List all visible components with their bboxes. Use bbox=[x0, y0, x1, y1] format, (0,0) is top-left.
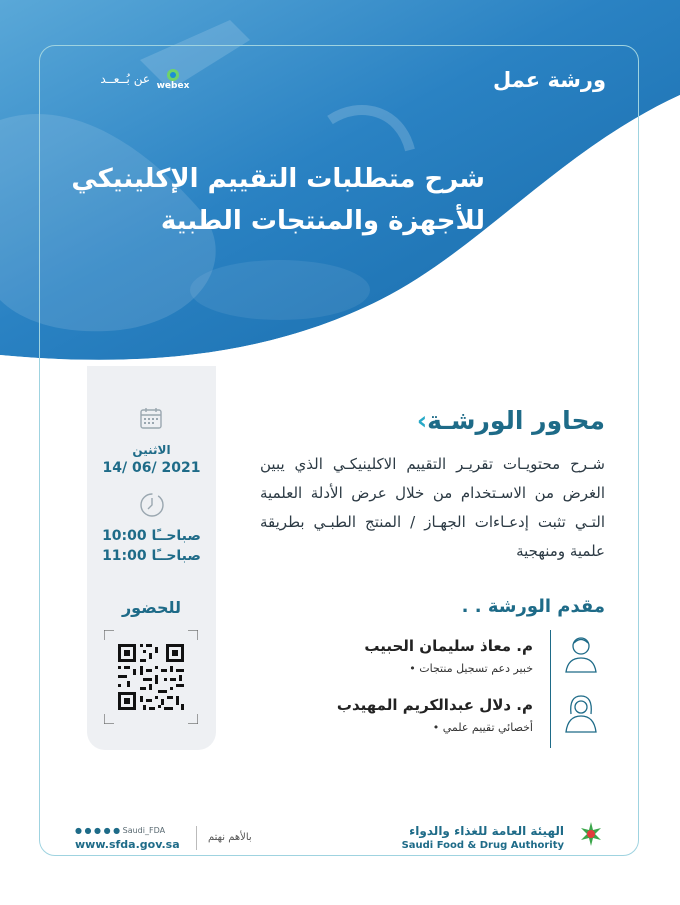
webex-logo bbox=[156, 68, 190, 91]
social-icons: ● ● ● ● ● bbox=[75, 826, 123, 835]
female-user-icon bbox=[564, 692, 598, 734]
chevron-left-icon: › bbox=[416, 406, 428, 435]
workshop-tag: ورشة عمل bbox=[492, 68, 606, 92]
website-link[interactable]: www.sfda.gov.sa bbox=[75, 838, 180, 851]
topics-heading bbox=[407, 406, 605, 435]
webex-brand bbox=[70, 66, 190, 92]
calendar-icon bbox=[139, 406, 163, 430]
presenter-role: أخصائي تقييم علمي • bbox=[432, 721, 533, 734]
date-label: 14/ 06/ 2021 bbox=[102, 460, 201, 476]
schedule-panel bbox=[87, 366, 216, 750]
footer-divider bbox=[196, 826, 197, 850]
presenter-role-text: أخصائي تقييم علمي bbox=[442, 721, 533, 734]
clock-icon bbox=[139, 492, 165, 518]
attend-label: للحضور bbox=[121, 598, 182, 617]
webex-word: webex bbox=[156, 81, 190, 91]
remote-label: عن بُــعــد bbox=[100, 72, 150, 86]
start-time: 10:00 صباحــًا bbox=[102, 528, 201, 544]
topics-heading-text: محاور الورشـة bbox=[427, 406, 605, 435]
presenter-name: م. دلال عبدالكريم المهيدب bbox=[336, 696, 533, 714]
workshop-title bbox=[65, 158, 485, 242]
presenter-name: م. معاذ سليمان الحبيب bbox=[364, 637, 533, 655]
presenters-title: مقدم الورشة . . bbox=[461, 596, 605, 617]
title-line-1: شرح متطلبات التقييم الإكلينيكي bbox=[71, 164, 485, 194]
end-time: 11:00 صباحــًا bbox=[102, 548, 201, 564]
social-links bbox=[75, 826, 180, 835]
sfda-logo-icon bbox=[577, 820, 605, 848]
org-name-en: Saudi Food & Drug Authority bbox=[401, 840, 564, 851]
topics-description: شـرح محتويـات تقريـر التقييم الاكلينيكـي الذي يبين الغرض من الاسـتخدام من خلال عرض الأدلة العلمية التـي تثبت إدعـاءات الجهـاز / المنتج الطبـي بطريقة علمية ومنهجية bbox=[260, 455, 605, 560]
presenter-role: خبير دعم تسجيل منتجات • bbox=[409, 662, 533, 675]
title-line-2: للأجهزة والمنتجات الطبية bbox=[160, 206, 485, 236]
presenters-divider bbox=[550, 630, 551, 748]
webex-icon bbox=[164, 68, 182, 82]
social-handle[interactable]: Saudi_FDA bbox=[122, 826, 166, 835]
footer-contact bbox=[75, 826, 180, 851]
presenter-role-text: خبير دعم تسجيل منتجات bbox=[419, 662, 533, 675]
male-user-icon bbox=[564, 634, 598, 674]
qr-code[interactable] bbox=[104, 630, 198, 724]
org-name-ar: الهيئة العامة للغذاء والدواء bbox=[409, 824, 564, 838]
motto: بالأهم نهتم bbox=[208, 832, 252, 843]
day-label: الاثنين bbox=[132, 443, 171, 457]
